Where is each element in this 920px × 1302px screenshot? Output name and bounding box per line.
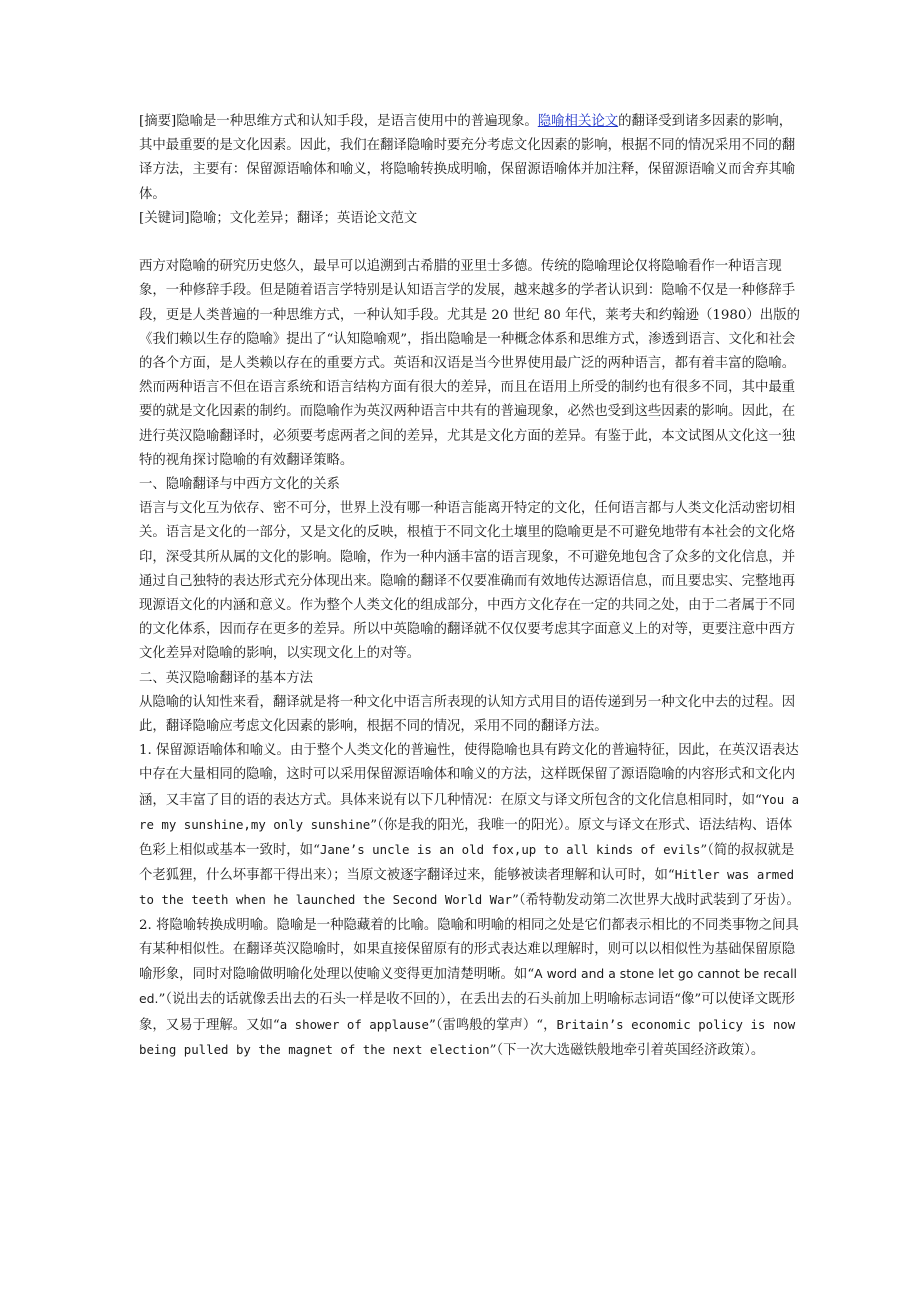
section1-heading: 一、隐喻翻译与中西方文化的关系 (139, 477, 340, 493)
english-example: Britain’s economic policy is now being pulled by the magnet of the next election (139, 1016, 796, 1057)
blank-line (139, 231, 803, 255)
abstract-text: 隐喻是一种思维方式和认知手段，是语言使用中的普遍现象。 (176, 114, 538, 129)
keywords-paragraph (139, 207, 803, 231)
keywords-label: [关键词] (139, 210, 190, 226)
item1-text: ”（简的叔叔就是个老狐狸，什么坏事都干得出来）；当原文被逐字翻译过来，能够被读者理解和认可时，如“ (139, 843, 795, 884)
english-example: You are my sunshine,my only sunshine (139, 791, 800, 832)
document-page (139, 110, 803, 1063)
intro-paragraph: 西方对隐喻的研究历史悠久，最早可以追溯到古希腊的亚里士多德。传统的隐喻理论仅将隐喻看作一种语言现象，一种修辞手段。但是随着语言学特别是认知语言学的发展，越来越多的学者认识到：隐喻不仅是一种修辞手段，更是人类普遍的一种思维方式，一种认知手段。尤其是 20 世纪 80 年代，莱考夫和约翰逊（1980）出版的《我们赖以生存的隐喻》提出了“认知隐喻观”，指出隐喻是一种概念体系和思维方式，渗透到语言、文化和社会的各个方面，是人类赖以存在的重要方式。英语和汉语是当今世界使用最广泛的两种语言，都有着丰富的隐喻。然而两种语言不但在语言系统和语言结构方面有很大的差异，而且在语用上所受的制约也有很多不同，其中最重要的就是文化因素的制约。而隐喻作为英汉两种语言中共有的普遍现象，必然也受到这些因素的影响。因此，在进行英汉隐喻翻译时，必须要考虑两者之间的差异，尤其是文化方面的差异。有鉴于此，本文试图从文化这一独特的视角探讨隐喻的有效翻译策略。 (139, 259, 800, 468)
item2-text: ”（下一次大选磁铁般地牵引着英国经济政策）。 (489, 1042, 765, 1058)
list-item-1 (139, 739, 803, 913)
list-number: 2. (139, 917, 152, 933)
item1-text: 保留源语喻体和喻义。由于整个人类文化的普遍性，使得隐喻也具有跨文化的普遍特征，因此，在英汉语表达中存在大量相同的隐喻，这时可以采用保留源语喻体和喻义的方法，这样既保留了源语隐喻的内容形式和文化内涵，又丰富了目的语的表达方式。具体来说有以下几种情况：在原文与译文所包含的文化信息相同时，如“ (139, 743, 799, 808)
section1-body: 语言与文化互为依存、密不可分，世界上没有哪一种语言能离开特定的文化，任何语言都与人类文化活动密切相关。语言是文化的一部分，又是文化的反映，根植于不同文化土壤里的隐喻更是不可避免地带有本社会的文化烙印，深受其所从属的文化的影响。隐喻，作为一种内涵丰富的语言现象，不可避免地包含了众多的文化信息，并通过自己独特的表达形式充分体现出来。隐喻的翻译不仅要准确而有效地传达源语信息，而且要忠实、完整地再现源语文化的内涵和意义。作为整个人类文化的组成部分，中西方文化存在一定的共同之处，由于二者属于不同的文化体系，因而存在更多的差异。所以中英隐喻的翻译就不仅仅要考虑其字面意义上的对等，更要注意中西方文化差异对隐喻的影响，以实现文化上的对等。 (139, 501, 796, 662)
item2-text: ”（雷鸣般的掌声）“， (428, 1017, 557, 1033)
english-example: Jane’s uncle is an old fox,up to all kinds of evils (319, 842, 701, 858)
abstract-paragraph (139, 110, 803, 207)
item2-text: ”（说出去的话就像丢出去的石头一样是收不回的），在丢出去的石头前加上明喻标志词语“像”可以使译文既形象，又易于理解。又如“ (139, 992, 795, 1033)
item1-text: ”（你是我的阳光，我唯一的阳光）。原文与译文在形式、语法结构、语体色彩上相似或基本一致时，如“ (139, 817, 793, 859)
abstract-label: [摘要] (139, 114, 177, 129)
item1-text: ”（希特勒发动第二次世界大战时武装到了牙齿）。 (512, 893, 801, 909)
item2-text: 将隐喻转换成明喻。隐喻是一种隐藏着的比喻。隐喻和明喻的相同之处是它们都表示相比的不同类事物之间具有某种相似性。在翻译英汉隐喻时，如果直接保留原有的形式表达难以理解时，则可以以相似性为基础保留原隐喻形象，同时对隐喻做明喻化处理以使喻义变得更加清楚明晰。如“ (139, 917, 799, 983)
metaphor-papers-link[interactable]: 隐喻相关论文 (537, 114, 619, 129)
section2-heading: 二、英汉隐喻翻译的基本方法 (139, 670, 314, 686)
list-item-2 (139, 914, 803, 1063)
list-number: 1. (139, 743, 152, 759)
section2-body: 从隐喻的认知性来看，翻译就是将一种文化中语言所表现的认知方式用目的语传递到另一种文化中去的过程。因此，翻译隐喻应考虑文化因素的影响，根据不同的情况，采用不同的翻译方法。 (139, 694, 796, 735)
abstract-text-continued: 的翻译受到诸多因素的影响，其中最重要的是文化因素。因此，我们在翻译隐喻时要充分考虑文化因素的影响，根据不同的情况采用不同的翻译方法，主要有：保留源语喻体和喻义，将隐喻转换成明喻，保留源语喻体并加注释，保留源语喻义而舍弃其喻体。 (139, 114, 796, 202)
english-example: a shower of applause (279, 1016, 429, 1032)
keywords-text: 隐喻；文化差异；翻译；英语论文范文 (189, 210, 418, 226)
english-example: A word and a stone let go cannot be recalled. (139, 966, 797, 1007)
english-example: Hitler was armed to the teeth when he launched the Second World War (139, 867, 795, 908)
